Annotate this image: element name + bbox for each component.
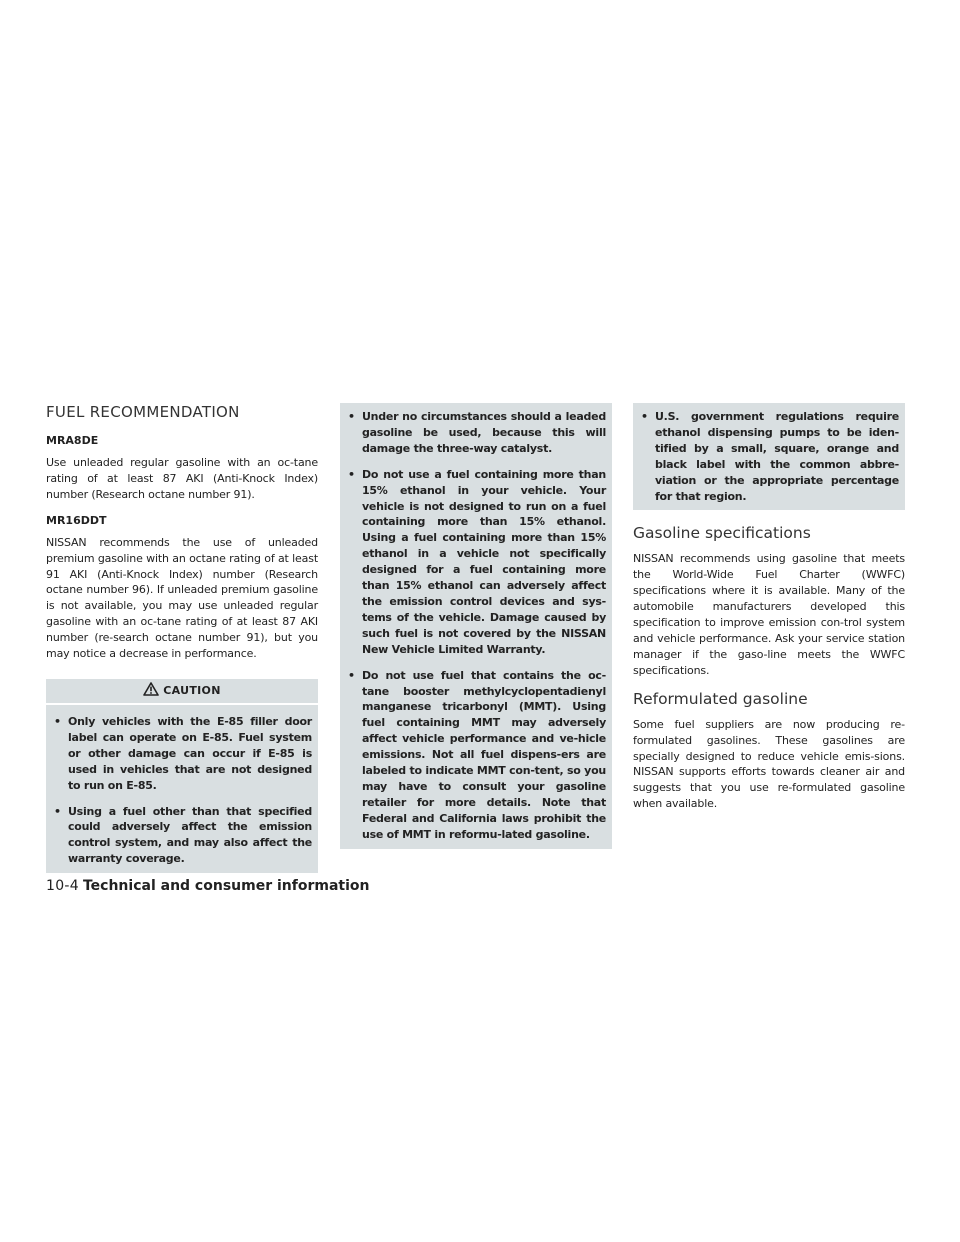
caution-item-text: Using a fuel other than that specified could adversely affect the emission control system, and may also affect the warranty coverage. [68, 804, 312, 866]
caution-box [46, 679, 318, 873]
caution-item-text: Only vehicles with the E-85 filler door label can operate on E-85. Fuel system or other damage can occur if E-85 is used in vehicles that are not designed to run on E-85. [68, 714, 312, 792]
column-middle [340, 403, 612, 849]
caution-header [46, 679, 318, 705]
caution-list-col1 [46, 705, 318, 873]
reformulated-heading: Reformulated gasoline [633, 689, 808, 708]
caution-box-continued [633, 403, 905, 510]
engine-mra8de-text: Use unleaded regular gasoline with an oc-tane rating of at least 87 AKI (Anti-Knock Index) number (Research octane number 91). [46, 456, 318, 501]
bullet-marker: • [54, 804, 61, 818]
column-left [46, 403, 318, 873]
caution-list-col3 [633, 403, 905, 510]
page-number: 10-4 [46, 878, 79, 894]
caution-item-text: Do not use a fuel containing more than 15% ethanol in your vehicle. Your vehicle is not designed to run on a fuel containing more than 15% ethanol. Using a fuel containing more than 15% ethanol in a vehicle not specifically designed for a fuel containing more than 15% ethanol can adversely affect the emission control devices and sys-tems of the vehicle. Damage caused by such fuel is not covered by the NISSAN New Vehicle Limited Warranty. [362, 467, 606, 656]
caution-item [54, 804, 312, 868]
engine-mra8de-heading: MRA8DE [46, 434, 99, 447]
page-footer [46, 877, 369, 895]
warning-triangle-icon [143, 681, 159, 700]
gasoline-specs-text: NISSAN recommends using gasoline that meets the World-Wide Fuel Charter (WWFC) specifications where it is available. Many of the automobile manufacturers developed this specification to improve emission con-trol system and vehicle performance. Ask your service station manager if the gaso-line meets the WWFC specifications. [633, 552, 905, 677]
bullet-marker: • [348, 410, 355, 423]
caution-item-text: Do not use fuel that contains the oc-tane booster methylcyclopentadienyl manganese tricarbonyl (MMT). Using fuel containing MMT may adversely affect vehicle performance and ve-hicle emissions. Not all fuel dispens-ers are labeled to indicate MMT con-tent, so you may have to consult your gasoline retailer for more details. Note that Federal and California laws prohibit the use of MMT in reformu-lated gasoline. [362, 668, 606, 841]
chapter-title: Technical and consumer information [82, 878, 370, 894]
section-title: FUEL RECOMMENDATION [46, 403, 240, 421]
gasoline-specs-heading: Gasoline specifications [633, 524, 811, 543]
caution-item [641, 409, 899, 504]
bullet-marker: • [348, 668, 355, 682]
bullet-marker: • [348, 467, 355, 481]
caution-item [348, 467, 606, 658]
caution-item-text: Under no circumstances should a leaded gasoline be used, because this will damage the three-way catalyst. [362, 410, 606, 455]
caution-item [348, 668, 606, 843]
column-right [633, 403, 905, 823]
engine-mr16ddt-heading: MR16DDT [46, 513, 107, 527]
caution-box-continued [340, 403, 612, 849]
caution-title: CAUTION [163, 684, 221, 698]
caution-item-text: U.S. government regulations require ethanol dispensing pumps to be iden-tified by a small, square, orange and black label with the common abbre-viation or the appropriate percentage for that region. [655, 410, 899, 503]
caution-item [54, 714, 312, 794]
caution-item [348, 409, 606, 457]
bullet-marker: • [54, 714, 61, 728]
reformulated-text: Some fuel suppliers are now producing re-formulated gasolines. These gasolines are specially designed to reduce vehicle emis-sions. NISSAN supports efforts towards cleaner air and suggests that you use re-formulated gasoline when available. [633, 717, 905, 811]
engine-mr16ddt-text: NISSAN recommends the use of unleaded premium gasoline with an octane rating of at least 91 AKI (Anti-Knock Index) number (Research octane number 96). If unleaded premium gasoline is not available, you may use unleaded regular gasoline with an oc-tane rating of at least 87 AKI number (re-search octane number 91), but you may notice a decrease in performance. [46, 535, 318, 661]
bullet-marker: • [641, 410, 648, 423]
caution-list-col2 [340, 403, 612, 849]
